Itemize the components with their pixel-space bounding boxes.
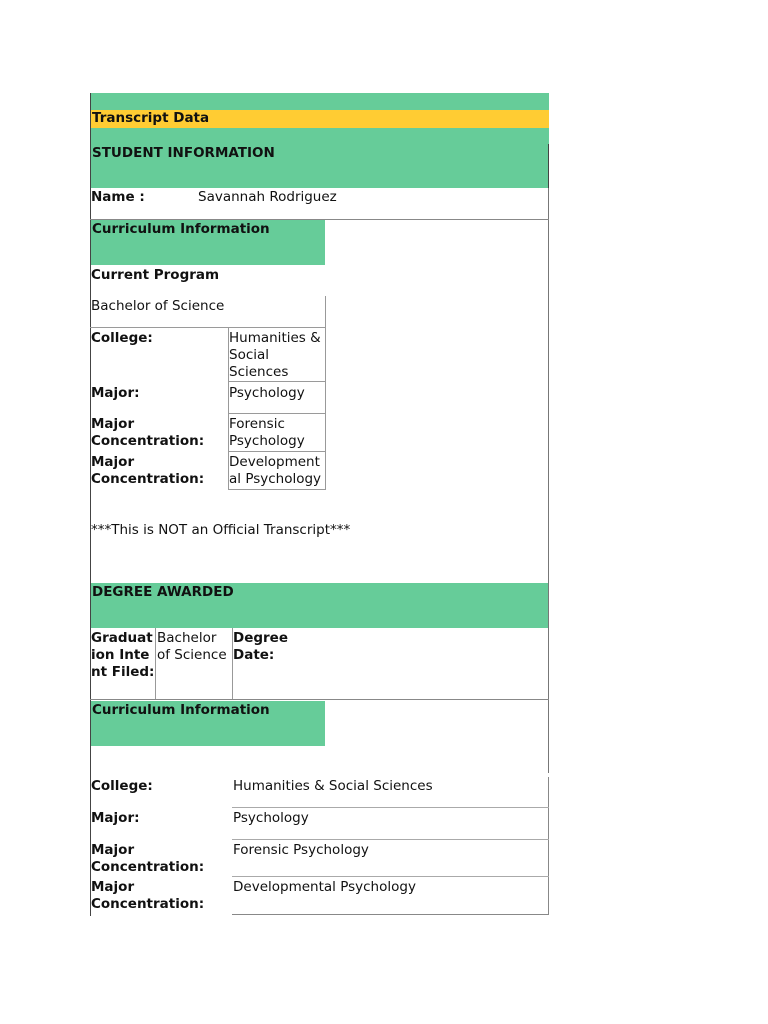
right-border-middle — [548, 188, 549, 773]
concentration-row-bottom — [228, 451, 326, 452]
concentration-value-1b: Developmental Psychology — [229, 454, 322, 487]
program-box-right — [325, 296, 326, 490]
concentration-label-1b: Major Concentration: — [91, 454, 205, 487]
degree-date-label: Degree Date: — [233, 630, 288, 663]
curriculum-header-1: Curriculum Information — [90, 220, 325, 265]
college2-row-bottom — [232, 807, 549, 808]
degree-divider-1 — [155, 628, 156, 700]
college-value-2: Humanities & Social Sciences — [233, 778, 433, 794]
major2-row-bottom — [232, 839, 549, 840]
left-border — [90, 93, 91, 916]
concentration-label-2b: Major Concentration: — [91, 879, 205, 912]
curriculum-header-2: Curriculum Information — [90, 701, 325, 746]
unofficial-notice: ***This is NOT an Official Transcript*** — [91, 522, 351, 538]
college-row-bottom — [228, 381, 326, 382]
top-green-band — [90, 93, 549, 110]
degree-row-bottom — [90, 699, 549, 700]
graduation-intent-value: Bachelor of Science — [157, 630, 227, 663]
name-label: Name : — [91, 189, 145, 205]
major-row-bottom — [228, 413, 326, 414]
right-border-bottom — [548, 777, 549, 915]
degree-divider-2 — [232, 628, 233, 700]
college-label-2: College: — [91, 778, 153, 794]
concentration2b-row-bottom — [232, 914, 549, 915]
name-row-bottom — [90, 219, 549, 220]
major-value-1: Psychology — [229, 385, 305, 401]
name-value: Savannah Rodriguez — [198, 189, 337, 205]
concentration-value-2a: Forensic Psychology — [233, 842, 369, 858]
concentration2a-row-bottom — [232, 876, 549, 877]
college-value-1: Humanities & Social Sciences — [229, 330, 321, 380]
college-label-1: College: — [91, 330, 153, 346]
program-box-divider — [228, 328, 229, 490]
transcript-title: Transcript Data — [90, 110, 549, 128]
major-label-2: Major: — [91, 810, 140, 826]
degree-awarded-header: DEGREE AWARDED — [90, 583, 549, 628]
major-label-1: Major: — [91, 385, 140, 401]
program-row-bottom — [90, 327, 326, 328]
concentration-value-1a: Forensic Psychology — [229, 416, 305, 449]
concentration-value-2b: Developmental Psychology — [233, 879, 416, 895]
current-program-label: Current Program — [91, 267, 220, 283]
major-value-2: Psychology — [233, 810, 309, 826]
concentration2-row-bottom — [228, 489, 326, 490]
program-value: Bachelor of Science — [91, 298, 225, 314]
green-spacer — [90, 128, 549, 144]
student-info-header: STUDENT INFORMATION — [90, 144, 549, 188]
concentration-label-1a: Major Concentration: — [91, 416, 205, 449]
graduation-intent-label: Graduation Intent Filed: — [91, 630, 155, 680]
right-border-top — [548, 144, 549, 188]
concentration-label-2a: Major Concentration: — [91, 842, 205, 875]
